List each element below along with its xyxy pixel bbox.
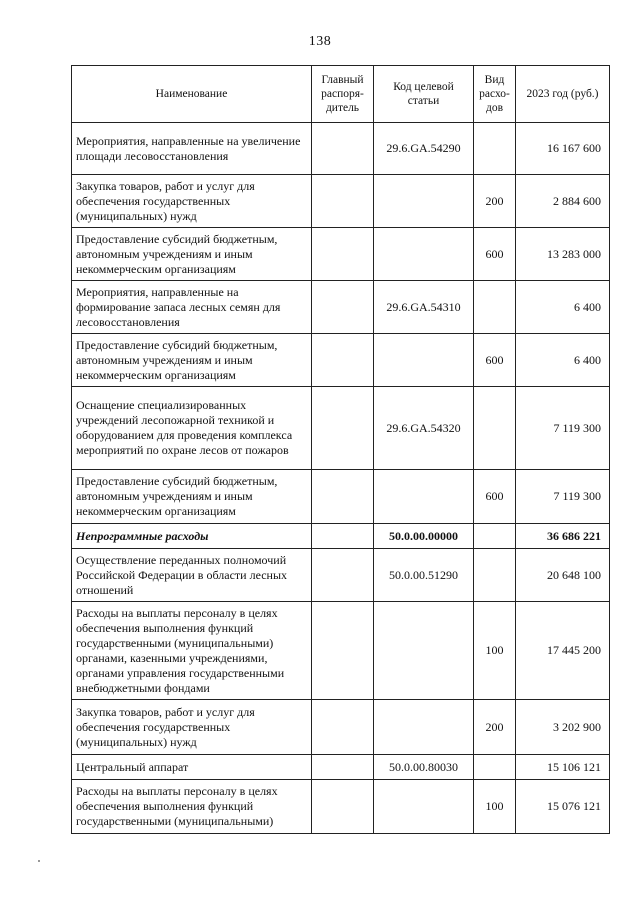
header-type: Вид расхо-дов bbox=[474, 66, 516, 123]
row-code bbox=[374, 780, 474, 834]
row-manager bbox=[312, 524, 374, 549]
row-amount: 13 283 000 bbox=[516, 228, 610, 281]
row-code: 50.0.00.80030 bbox=[374, 755, 474, 780]
table-row bbox=[72, 780, 610, 834]
row-amount: 6 400 bbox=[516, 281, 610, 334]
header-amount: 2023 год (руб.) bbox=[516, 66, 610, 123]
row-name: Мероприятия, направленные на увеличение площади лесовосстановления bbox=[72, 123, 312, 175]
row-name: Непрограммные расходы bbox=[72, 524, 312, 549]
row-type bbox=[474, 524, 516, 549]
row-manager bbox=[312, 123, 374, 175]
row-type bbox=[474, 281, 516, 334]
row-type bbox=[474, 755, 516, 780]
row-name: Расходы на выплаты персоналу в целях обеспечения выполнения функций государственными (муниципальными) органами, казенными учреждениями, органами управления государственными внебюджетными фондами bbox=[72, 602, 312, 700]
row-code bbox=[374, 334, 474, 387]
row-code bbox=[374, 175, 474, 228]
row-manager bbox=[312, 549, 374, 602]
row-code: 50.0.00.51290 bbox=[374, 549, 474, 602]
row-code bbox=[374, 700, 474, 755]
table-row-section bbox=[72, 524, 610, 549]
page-number: 138 bbox=[308, 34, 332, 49]
scan-speck bbox=[38, 860, 40, 862]
row-manager bbox=[312, 281, 374, 334]
row-type bbox=[474, 549, 516, 602]
row-amount: 7 119 300 bbox=[516, 470, 610, 524]
table-row bbox=[72, 228, 610, 281]
row-type: 100 bbox=[474, 602, 516, 700]
row-type: 600 bbox=[474, 228, 516, 281]
header-code: Код целевой статьи bbox=[374, 66, 474, 123]
row-amount: 15 106 121 bbox=[516, 755, 610, 780]
budget-table bbox=[71, 65, 610, 834]
row-manager bbox=[312, 387, 374, 470]
row-type: 200 bbox=[474, 175, 516, 228]
row-amount: 6 400 bbox=[516, 334, 610, 387]
row-name: Предоставление субсидий бюджетным, автономным учреждениям и иным некоммерческим организациям bbox=[72, 470, 312, 524]
row-name: Предоставление субсидий бюджетным, автономным учреждениям и иным некоммерческим организациям bbox=[72, 334, 312, 387]
row-code bbox=[374, 470, 474, 524]
row-manager bbox=[312, 334, 374, 387]
row-manager bbox=[312, 755, 374, 780]
row-name: Мероприятия, направленные на формирование запаса лесных семян для лесовосстановления bbox=[72, 281, 312, 334]
table-header-row bbox=[72, 66, 610, 123]
header-manager: Главный распоря-дитель bbox=[312, 66, 374, 123]
row-name: Центральный аппарат bbox=[72, 755, 312, 780]
row-code: 29.6.GA.54320 bbox=[374, 387, 474, 470]
table-row bbox=[72, 549, 610, 602]
table-row bbox=[72, 334, 610, 387]
row-name: Закупка товаров, работ и услуг для обеспечения государственных (муниципальных) нужд bbox=[72, 175, 312, 228]
row-type: 100 bbox=[474, 780, 516, 834]
row-name: Предоставление субсидий бюджетным, автономным учреждениям и иным некоммерческим организациям bbox=[72, 228, 312, 281]
table-row bbox=[72, 387, 610, 470]
row-manager bbox=[312, 602, 374, 700]
row-amount: 36 686 221 bbox=[516, 524, 610, 549]
row-code bbox=[374, 228, 474, 281]
row-name: Расходы на выплаты персоналу в целях обеспечения выполнения функций государственными (муниципальными) bbox=[72, 780, 312, 834]
row-code: 29.6.GA.54290 bbox=[374, 123, 474, 175]
row-manager bbox=[312, 470, 374, 524]
table-row bbox=[72, 175, 610, 228]
row-amount: 7 119 300 bbox=[516, 387, 610, 470]
table-row bbox=[72, 755, 610, 780]
table-row bbox=[72, 470, 610, 524]
header-name: Наименование bbox=[72, 66, 312, 123]
row-type bbox=[474, 123, 516, 175]
row-name: Закупка товаров, работ и услуг для обеспечения государственных (муниципальных) нужд bbox=[72, 700, 312, 755]
row-amount: 17 445 200 bbox=[516, 602, 610, 700]
row-code: 29.6.GA.54310 bbox=[374, 281, 474, 334]
row-type bbox=[474, 387, 516, 470]
row-type: 200 bbox=[474, 700, 516, 755]
row-amount: 16 167 600 bbox=[516, 123, 610, 175]
row-manager bbox=[312, 780, 374, 834]
row-code: 50.0.00.00000 bbox=[374, 524, 474, 549]
row-amount: 15 076 121 bbox=[516, 780, 610, 834]
row-name: Оснащение специализированных учреждений лесопожарной техникой и оборудованием для проведения комплекса мероприятий по охране лесов от пожаров bbox=[72, 387, 312, 470]
table-row bbox=[72, 281, 610, 334]
row-code bbox=[374, 602, 474, 700]
table-row bbox=[72, 123, 610, 175]
row-type: 600 bbox=[474, 334, 516, 387]
row-manager bbox=[312, 175, 374, 228]
row-amount: 20 648 100 bbox=[516, 549, 610, 602]
row-manager bbox=[312, 228, 374, 281]
row-name: Осуществление переданных полномочий Российской Федерации в области лесных отношений bbox=[72, 549, 312, 602]
row-manager bbox=[312, 700, 374, 755]
table-row bbox=[72, 700, 610, 755]
table-row bbox=[72, 602, 610, 700]
row-amount: 2 884 600 bbox=[516, 175, 610, 228]
row-type: 600 bbox=[474, 470, 516, 524]
row-amount: 3 202 900 bbox=[516, 700, 610, 755]
